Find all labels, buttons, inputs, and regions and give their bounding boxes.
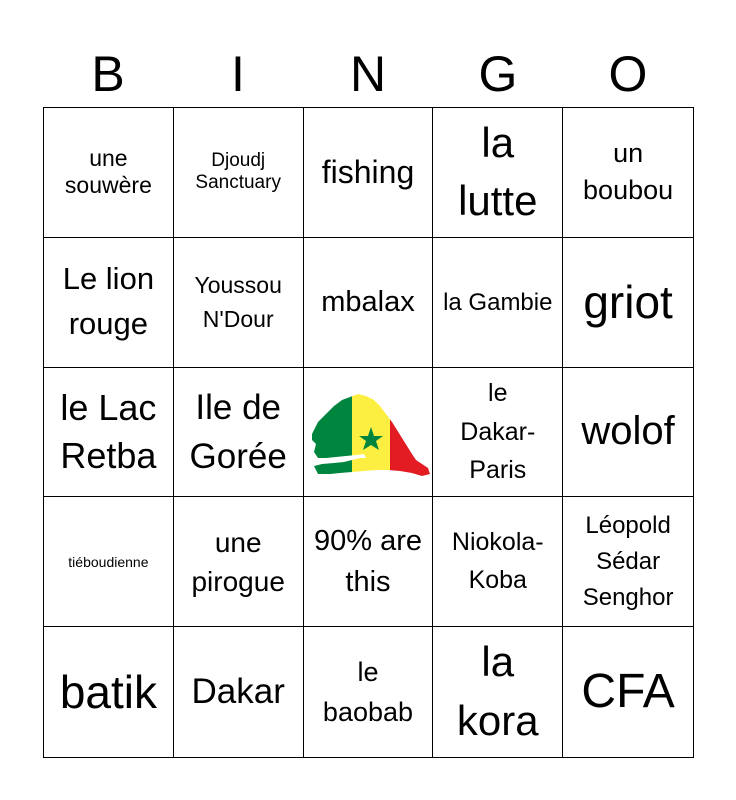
cell-label: Youssou N'Dour: [194, 271, 282, 333]
bingo-cell-r2c2[interactable]: [174, 238, 304, 368]
cell-label: le Lac Retba: [60, 387, 157, 476]
header-letter-b: B: [91, 46, 125, 102]
cell-label: la lutte: [458, 118, 538, 225]
bingo-cell-r2c4[interactable]: [433, 238, 563, 368]
header-letter-n: N: [349, 46, 387, 102]
bingo-cell-r4c4[interactable]: [433, 497, 563, 627]
bingo-cell-r5c3[interactable]: [304, 627, 434, 757]
bingo-cell-r3c1[interactable]: [44, 368, 174, 498]
cell-label: le Dakar-Paris: [460, 378, 536, 485]
bingo-cell-r5c5[interactable]: [563, 627, 693, 757]
cell-label: CFA: [581, 664, 675, 718]
cell-label: Le lion rouge: [62, 261, 155, 342]
bingo-cell-r1c1[interactable]: [44, 108, 174, 238]
header-letter-g: G: [478, 46, 518, 102]
cell-label: Dakar: [191, 672, 285, 712]
cell-label: Ile de Gorée: [189, 387, 287, 476]
cell-label: Niokola-Koba: [451, 528, 544, 594]
bingo-cell-r3c2[interactable]: [174, 368, 304, 498]
cell-label: griot: [583, 276, 673, 329]
cell-label: la kora: [456, 638, 539, 745]
cell-label: Léopold Sédar Senghor: [582, 511, 674, 611]
bingo-cell-r5c4[interactable]: [433, 627, 563, 757]
cell-label: une pirogue: [191, 526, 285, 597]
bingo-cell-r5c1[interactable]: [44, 627, 174, 757]
cell-label: batik: [59, 665, 157, 718]
header-letter-o: O: [608, 46, 648, 102]
cell-label: Djoudj Sanctuary: [195, 149, 281, 194]
cell-label: la Gambie: [443, 288, 553, 316]
cell-label: tiéboudienne: [68, 553, 149, 570]
bingo-cell-r3c4[interactable]: [433, 368, 563, 498]
cell-label: 90% are this: [313, 525, 422, 598]
bingo-cell-r1c2[interactable]: [174, 108, 304, 238]
bingo-cell-r4c3[interactable]: [304, 497, 434, 627]
bingo-board: [43, 107, 694, 758]
bingo-cell-r4c1[interactable]: [44, 497, 174, 627]
bingo-cell-r2c3[interactable]: [304, 238, 434, 368]
cell-label: mbalax: [321, 286, 415, 319]
bingo-header: [43, 42, 693, 106]
bingo-cell-r5c2[interactable]: [174, 627, 304, 757]
bingo-cell-r1c4[interactable]: [433, 108, 563, 238]
bingo-cell-r1c3[interactable]: [304, 108, 434, 238]
cell-label: le baobab: [322, 656, 414, 728]
cell-label: un boubou: [583, 137, 674, 206]
header-letter-i: I: [231, 46, 245, 102]
senegal-map-flag-icon: [304, 382, 432, 482]
cell-label: une souwère: [64, 145, 152, 199]
bingo-cell-r2c1[interactable]: [44, 238, 174, 368]
bingo-cell-r2c5[interactable]: [563, 238, 693, 368]
cell-label: fishing: [321, 153, 415, 190]
bingo-cell-r4c2[interactable]: [174, 497, 304, 627]
bingo-cell-r3c5[interactable]: [563, 368, 693, 498]
cell-label: wolof: [581, 409, 675, 454]
bingo-cell-r4c5[interactable]: [563, 497, 693, 627]
bingo-cell-r1c5[interactable]: [563, 108, 693, 238]
free-space-cell[interactable]: [304, 368, 434, 498]
